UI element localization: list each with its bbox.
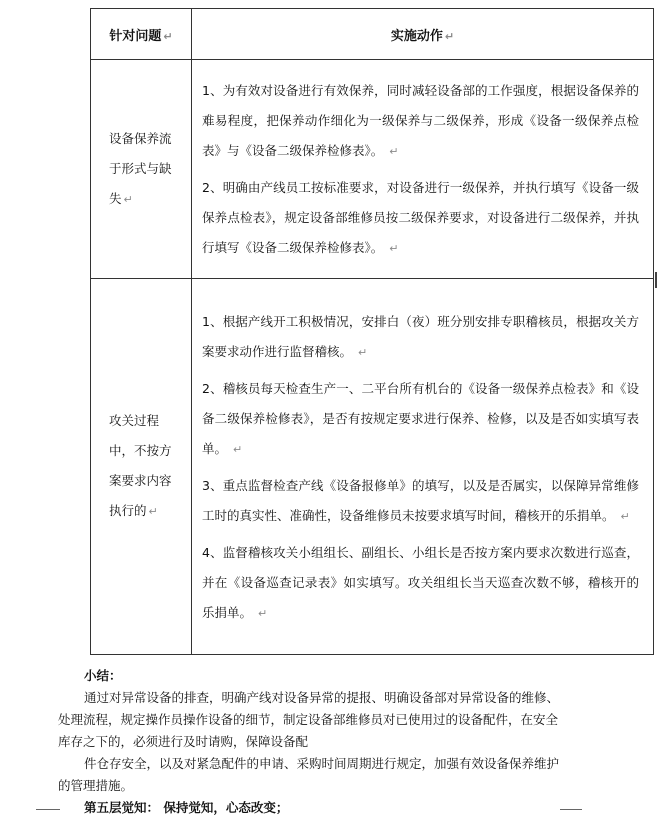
table-header-row xyxy=(91,9,654,60)
header-issue xyxy=(91,9,192,60)
summary-paragraph: 通过对异常设备的排查，明确产线对设备异常的提报、明确设备部对异常设备的维修、处理流程，规定操作员操作设备的细节，制定设备部维修员对已使用过的设备配件，在安全库存之下的，必须进行及时请购，保障设备配 xyxy=(58,690,560,749)
paragraph-mark: ↵ xyxy=(163,29,173,43)
paragraph-mark: ↵ xyxy=(620,509,630,523)
table-row xyxy=(91,279,654,655)
paragraph-mark: ↵ xyxy=(258,606,268,620)
header-issue-text: 针对问题 xyxy=(109,28,162,44)
action-text: 2、明确由产线员工按标准要求，对设备进行一级保养，并执行填写《设备一级保养点检表》，规定设备部维修员按二级保养要求，对设备进行二级保养，并执行填写《设备二级保养检修表》。 xyxy=(202,180,639,255)
paragraph-mark: ↵ xyxy=(389,145,399,158)
paragraph-mark: ↵ xyxy=(389,242,399,255)
issue-cell xyxy=(91,60,192,279)
paragraph-mark: ↵ xyxy=(444,29,455,43)
action-text: 4、监督稽核攻关小组组长、副组长、小组长是否按方案内要求次数进行巡查，并在《设备巡查记录表》如实填写。攻关组组长当天巡查次数不够，稽核开的乐捐单。 xyxy=(202,544,639,620)
issue-cell xyxy=(91,279,192,655)
paragraph-mark: ↵ xyxy=(358,345,368,359)
action-item xyxy=(202,471,639,532)
action-text: 1、根据产线开工积极情况，安排白（夜）班分别安排专职稽核员，根据攻关方案要求动作进行监督稽核。 xyxy=(202,313,639,359)
action-item xyxy=(202,307,639,368)
issue-text: 攻关过程中，不按方案要求内容执行的 xyxy=(109,413,172,518)
header-action-text: 实施动作 xyxy=(390,28,443,44)
page-edge-line xyxy=(36,809,60,810)
implementation-table xyxy=(90,8,654,655)
action-item xyxy=(202,374,639,465)
action-item xyxy=(202,173,639,264)
action-cell xyxy=(192,60,654,279)
layer-five-heading: 第五层觉知： 保持觉知，心态改变； xyxy=(84,800,289,815)
issue-text: 设备保养流于形式与缺失 xyxy=(109,130,172,206)
action-cell xyxy=(192,279,654,655)
header-action xyxy=(192,9,654,60)
summary-section xyxy=(58,665,563,819)
action-text: 3、重点监督检查产线《设备报修单》的填写，以及是否属实，以保障异常维修工时的真实性、准确性，设备维修员未按要求填写时间，稽核开的乐捐单。 xyxy=(202,477,639,523)
table-row xyxy=(91,60,654,279)
action-text: 2、稽核员每天检查生产一、二平台所有机台的《设备一级保养点检表》和《设备二级保养检修表》，是否有按规定要求进行保养、检修，以及是否如实填写表单。 xyxy=(202,380,639,456)
paragraph-mark: ↵ xyxy=(123,192,133,206)
paragraph-mark: ↵ xyxy=(233,442,243,456)
text-cursor-marker xyxy=(655,272,657,288)
action-item xyxy=(202,538,639,629)
action-item xyxy=(202,76,639,167)
summary-paragraph: 件仓存安全，以及对紧急配件的申请、采购时间周期进行规定，加强有效设备保养维护的管理措施。 xyxy=(58,756,560,793)
summary-title: 小结： xyxy=(84,668,122,683)
paragraph-mark: ↵ xyxy=(148,505,158,518)
action-text: 1、为有效对设备进行有效保养，同时减轻设备部的工作强度，根据设备保养的难易程度，把保养动作细化为一级保养与二级保养，形成《设备一级保养点检表》与《设备二级保养检修表》。 xyxy=(202,83,639,158)
page-edge-line xyxy=(560,809,582,810)
